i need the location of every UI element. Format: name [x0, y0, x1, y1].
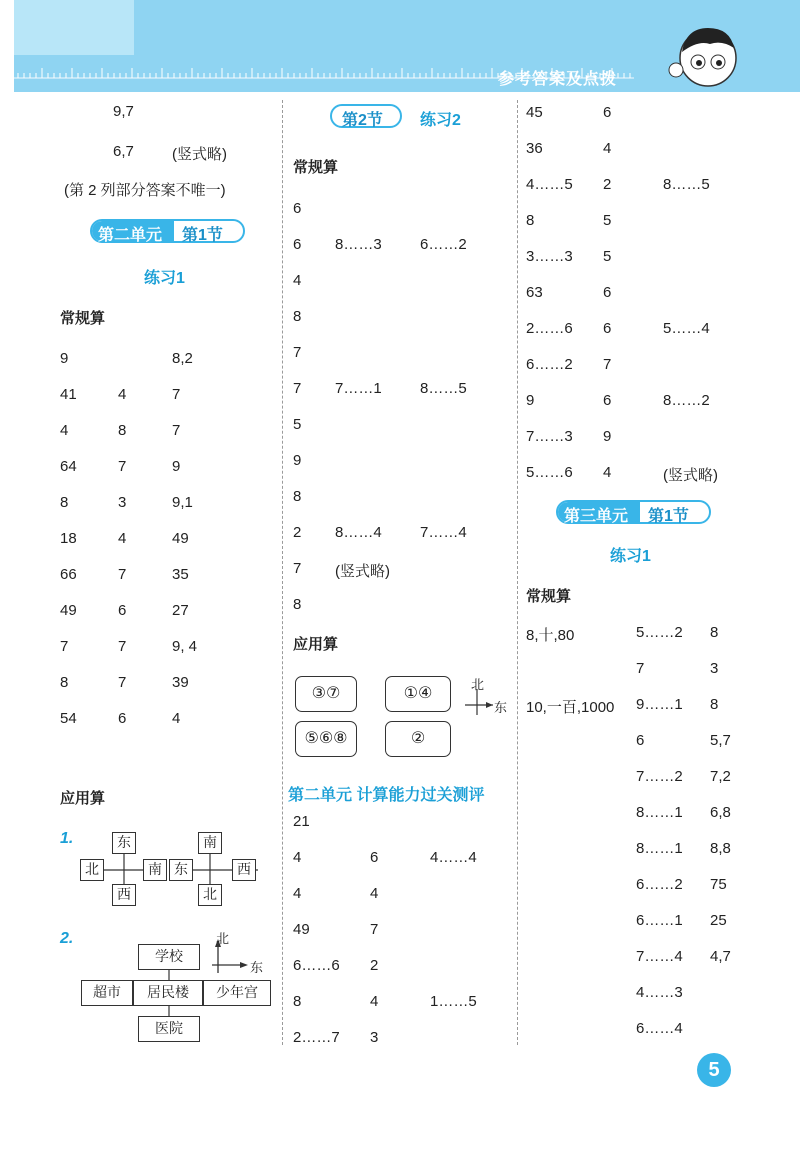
q1-c1-right: 南: [143, 859, 167, 881]
section-badge-2: [330, 104, 402, 128]
mid-cell-r10-c3: 7……4: [420, 524, 467, 541]
q1-c2-bottom: 北: [198, 884, 222, 906]
unit-badge-3-left: 第三单元: [564, 508, 629, 525]
right2-cell-r4-c2: 6: [636, 732, 645, 749]
right-cell-r9-c2: 6: [603, 392, 612, 409]
left-regular-heading: 常规算: [60, 310, 106, 327]
right-cell-r3-c2: 2: [603, 176, 612, 193]
page-number: 5: [697, 1053, 731, 1087]
right-cell-r8-c2: 7: [603, 356, 612, 373]
mid-cell-r3-c1: 4: [293, 272, 302, 289]
test-cell-r4-c2: 7: [370, 921, 379, 938]
left-cell-r3-c1: 4: [60, 422, 69, 439]
test-cell-r3-c2: 4: [370, 885, 379, 902]
left-practice-title: 练习1: [144, 270, 185, 287]
right2-cell-r12-c2: 6……4: [636, 1020, 683, 1037]
right-cell-r7-c1: 2……6: [526, 320, 573, 337]
left-cell-r6-c1: 18: [60, 530, 77, 547]
mid-box-2: ①④: [385, 676, 451, 712]
map-youth-palace: 少年宫: [203, 980, 271, 1006]
right2-cell-r7-c2: 8……1: [636, 840, 683, 857]
right2-cell-r10-c3: 4,7: [710, 948, 731, 965]
right2-cell-r6-c3: 6,8: [710, 804, 731, 821]
unit-badge-2-left: 第二单元: [98, 227, 163, 244]
left-cell-r7-c1: 66: [60, 566, 77, 583]
test-cell-r3-c1: 4: [293, 885, 302, 902]
mid-cell-r5-c1: 7: [293, 344, 302, 361]
test-cell-r5-c1: 6……6: [293, 957, 340, 974]
mid-regular-heading: 常规算: [293, 159, 339, 176]
right2-cell-r1-c2: 5……2: [636, 624, 683, 641]
mid-cell-r11-c1: 7: [293, 560, 302, 577]
mid-cell-r6-c3: 8……5: [420, 380, 467, 397]
mid-cell-r6-c1: 7: [293, 380, 302, 397]
right2-cell-r11-c2: 4……3: [636, 984, 683, 1001]
map-residence: 居民楼: [133, 980, 203, 1006]
mid-applied-heading: 应用算: [293, 636, 339, 653]
right2-cell-r1-c1: 8,十,80: [526, 627, 575, 644]
left-cell-r9-c1: 7: [60, 638, 69, 655]
right-cell-r10-c2: 9: [603, 428, 612, 445]
right2-cell-r2-c3: 3: [710, 660, 719, 677]
right2-cell-r3-c1: 10,一百,1000: [526, 699, 615, 716]
right2-cell-r7-c3: 8,8: [710, 840, 731, 857]
unit-badge-3-right: 第1节: [648, 508, 689, 525]
mid-cell-r11-c2: (竖式略): [335, 563, 390, 580]
test-cell-r5-c2: 2: [370, 957, 379, 974]
left-cell-r5-c3: 9,1: [172, 494, 193, 511]
left-cell-r7-c3: 35: [172, 566, 189, 583]
left-cell-r10-c2: 7: [118, 674, 127, 691]
mid-cell-r2-c3: 6……2: [420, 236, 467, 253]
right-cell-r1-c1: 45: [526, 104, 543, 121]
left-cell-r5-c1: 8: [60, 494, 69, 511]
mid-compass-north: 北: [471, 677, 485, 692]
column-divider-1: [282, 100, 283, 1045]
right2-cell-r2-c2: 7: [636, 660, 645, 677]
left-cell-r11-c2: 6: [118, 710, 127, 727]
left-cell-r1-c3: 8,2: [172, 350, 193, 367]
unit-badge-3: [556, 500, 711, 524]
mid-cell-r7-c1: 5: [293, 416, 302, 433]
left-cell-r9-c2: 7: [118, 638, 127, 655]
left-cell-r10-c1: 8: [60, 674, 69, 691]
q1-c2-left: 东: [169, 859, 193, 881]
test-cell-r6-c3: 1……5: [430, 993, 477, 1010]
right-regular-heading: 常规算: [526, 588, 572, 605]
left-cell-r8-c2: 6: [118, 602, 127, 619]
q1-c1-bottom: 西: [112, 884, 136, 906]
mid-cell-r9-c1: 8: [293, 488, 302, 505]
right-cell-r5-c1: 3……3: [526, 248, 573, 265]
q1-c1-left: 北: [80, 859, 104, 881]
mid-cell-r2-c1: 6: [293, 236, 302, 253]
right-cell-r7-c3: 5……4: [663, 320, 710, 337]
right-cell-r11-c2: 4: [603, 464, 612, 481]
right-cell-r6-c2: 6: [603, 284, 612, 301]
left-applied-heading: 应用算: [60, 790, 106, 807]
left-cell-r8-c1: 49: [60, 602, 77, 619]
unit-badge-2-right: 第1节: [182, 227, 223, 244]
right-cell-r11-c1: 5……6: [526, 464, 573, 481]
right2-cell-r10-c2: 7……4: [636, 948, 683, 965]
left-cell-r6-c3: 49: [172, 530, 189, 547]
right-cell-r4-c1: 8: [526, 212, 535, 229]
left-cell-r6-c2: 4: [118, 530, 127, 547]
header-title: 参考答案及点拨: [498, 71, 618, 88]
mid-cell-r4-c1: 8: [293, 308, 302, 325]
left-cell-r4-c2: 7: [118, 458, 127, 475]
q1-c2-top: 南: [198, 832, 222, 854]
q2-compass-north: 北: [216, 931, 230, 946]
mid-box-3: ⑤⑥⑧: [295, 721, 357, 757]
right-cell-r8-c1: 6……2: [526, 356, 573, 373]
right2-cell-r9-c3: 25: [710, 912, 727, 929]
right-cell-r11-c3: (竖式略): [663, 467, 718, 484]
left-cell-r4-c3: 9: [172, 458, 181, 475]
mid-cell-r10-c1: 2: [293, 524, 302, 541]
right-cell-r1-c2: 6: [603, 104, 612, 121]
right-cell-r4-c2: 5: [603, 212, 612, 229]
left-top-line-3: (竖式略): [172, 146, 227, 163]
right-cell-r3-c3: 8……5: [663, 176, 710, 193]
test-cell-r1-c1: 21: [293, 813, 310, 830]
right-cell-r9-c3: 8……2: [663, 392, 710, 409]
map-hospital: 医院: [138, 1016, 200, 1042]
right2-cell-r5-c2: 7……2: [636, 768, 683, 785]
right2-cell-r8-c3: 75: [710, 876, 727, 893]
right-cell-r10-c1: 7……3: [526, 428, 573, 445]
left-cell-r9-c3: 9, 4: [172, 638, 198, 655]
right-cell-r6-c1: 63: [526, 284, 543, 301]
unit-badge-2: [90, 219, 245, 243]
banner-background: [14, 0, 800, 92]
right-cell-r7-c2: 6: [603, 320, 612, 337]
test-cell-r2-c3: 4……4: [430, 849, 477, 866]
left-cell-r10-c3: 39: [172, 674, 189, 691]
test-cell-r7-c2: 3: [370, 1029, 379, 1046]
column-divider-2: [517, 100, 518, 1045]
q1-c1-top: 东: [112, 832, 136, 854]
left-cell-r3-c3: 7: [172, 422, 181, 439]
right-cell-r2-c2: 4: [603, 140, 612, 157]
map-school: 学校: [138, 944, 200, 970]
right2-cell-r6-c2: 8……1: [636, 804, 683, 821]
q1-number: 1.: [60, 830, 74, 847]
right2-cell-r1-c3: 8: [710, 624, 719, 641]
left-top-line-4: (第 2 列部分答案不唯一): [64, 182, 226, 199]
test-cell-r6-c2: 4: [370, 993, 379, 1010]
section-badge-2-label: 第2节: [342, 112, 383, 129]
test-cell-r6-c1: 8: [293, 993, 302, 1010]
mid-test-title: 第二单元 计算能力过关测评: [288, 787, 485, 804]
mid-cell-r6-c2: 7……1: [335, 380, 382, 397]
right-cell-r5-c2: 5: [603, 248, 612, 265]
right2-cell-r8-c2: 6……2: [636, 876, 683, 893]
left-cell-r5-c2: 3: [118, 494, 127, 511]
right2-cell-r5-c3: 7,2: [710, 768, 731, 785]
left-cell-r2-c3: 7: [172, 386, 181, 403]
test-cell-r2-c2: 6: [370, 849, 379, 866]
right2-cell-r9-c2: 6……1: [636, 912, 683, 929]
mid-box-4: ②: [385, 721, 451, 757]
right-practice-title: 练习1: [610, 548, 651, 565]
left-top-line-2: 6,7: [113, 143, 134, 160]
left-cell-r11-c3: 4: [172, 710, 181, 727]
mid-cell-r10-c2: 8……4: [335, 524, 382, 541]
right2-cell-r3-c3: 8: [710, 696, 719, 713]
right2-cell-r4-c3: 5,7: [710, 732, 731, 749]
mid-practice-title: 练习2: [420, 112, 461, 129]
left-cell-r1-c1: 9: [60, 350, 69, 367]
right-cell-r3-c1: 4……5: [526, 176, 573, 193]
map-supermarket: 超市: [81, 980, 133, 1006]
q1-c2-right: 西: [232, 859, 256, 881]
right-cell-r2-c1: 36: [526, 140, 543, 157]
test-cell-r2-c1: 4: [293, 849, 302, 866]
right2-cell-r3-c2: 9……1: [636, 696, 683, 713]
header-banner: [0, 0, 800, 95]
mid-cell-r8-c1: 9: [293, 452, 302, 469]
left-cell-r7-c2: 7: [118, 566, 127, 583]
mid-cell-r12-c1: 8: [293, 596, 302, 613]
left-cell-r8-c3: 27: [172, 602, 189, 619]
left-top-line-1: 9,7: [113, 103, 134, 120]
left-cell-r3-c2: 8: [118, 422, 127, 439]
left-cell-r2-c2: 4: [118, 386, 127, 403]
test-cell-r4-c1: 49: [293, 921, 310, 938]
left-cell-r11-c1: 54: [60, 710, 77, 727]
test-cell-r7-c1: 2……7: [293, 1029, 340, 1046]
left-cell-r4-c1: 64: [60, 458, 77, 475]
q2-number: 2.: [60, 930, 74, 947]
right-cell-r9-c1: 9: [526, 392, 535, 409]
mid-cell-r2-c2: 8……3: [335, 236, 382, 253]
q2-compass-east: 东: [250, 960, 264, 975]
left-cell-r2-c1: 41: [60, 386, 77, 403]
mid-box-1: ③⑦: [295, 676, 357, 712]
mid-cell-r1-c1: 6: [293, 200, 302, 217]
mid-compass-east: 东: [494, 700, 508, 715]
